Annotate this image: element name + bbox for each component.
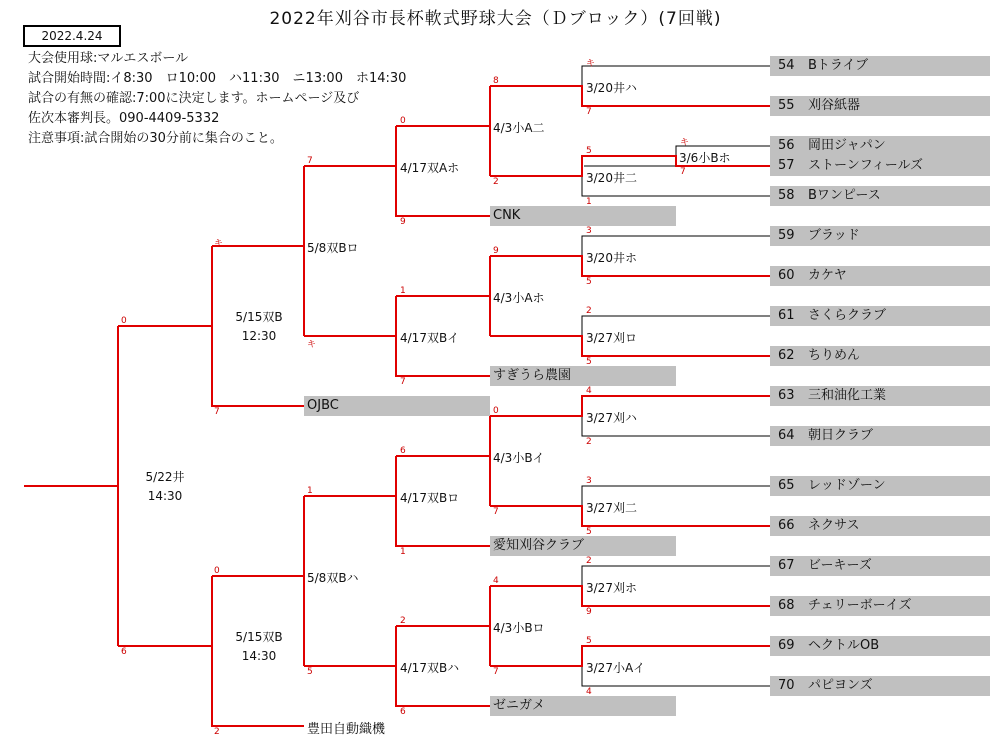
score: 4 [586,386,592,396]
score: 2 [493,177,499,187]
game-label: 4/17双Aホ [400,161,460,175]
score: 4 [586,687,592,697]
score: 7 [680,167,686,177]
team-row [770,426,990,446]
score: 3 [586,476,592,486]
game-label: 4/3小Bイ [493,451,545,465]
team-name: ヘクトルOB [808,638,880,653]
page-title: 2022年刈谷市長杯軟式野球大会（Ｄブロック）(7回戦) [269,9,722,29]
game-label: 5/8双Bロ [307,241,359,255]
team-number: 57 [778,158,795,173]
team-number: 63 [778,388,795,403]
score: 6 [121,647,127,657]
team-name: レッドゾーン [808,478,886,493]
score: 5 [307,667,313,677]
score: 1 [400,547,406,557]
team-row [770,676,990,696]
game-time: 14:30 [241,649,277,663]
score: 1 [400,286,406,296]
team-number: 64 [778,428,795,443]
team-number: 54 [778,58,795,73]
game-label: 5/22井 [145,470,185,484]
team-row [770,636,990,656]
team-number: 55 [778,98,795,113]
score: 3 [586,226,592,236]
score: 5 [586,527,592,537]
team-row [770,136,990,156]
note-ball: 大会使用球:マルエスボール [28,51,189,66]
team-number: 68 [778,598,795,613]
score: キ [680,138,690,148]
game-label: 5/15双B [235,310,283,324]
score: 7 [493,667,499,677]
game-label: 4/3小A二 [493,121,545,135]
score: 2 [586,556,592,566]
team-row [770,476,990,496]
game-label: 4/17双Bロ [400,491,460,505]
score: 4 [493,576,499,586]
team-name: ビーキーズ [808,558,872,573]
date-box: 2022.4.24 [23,25,121,47]
game-label: 3/27刈二 [586,501,637,515]
score: キ [586,59,596,69]
game-label: 4/3小Aホ [493,291,545,305]
team-name: 刈谷紙器 [808,98,861,113]
seeded-team: OJBC [304,396,490,416]
score: 1 [586,197,592,207]
game-label: 4/17双Bイ [400,331,460,345]
score: キ [307,340,317,350]
team-number: 58 [778,188,795,203]
team-number: 69 [778,638,795,653]
score: 2 [400,616,406,626]
team-number: 56 [778,138,795,153]
seeded-team: すぎうら農園 [490,366,676,386]
team-name: Bトライブ [808,58,869,73]
game-label: 4/17双Bハ [400,661,460,675]
team-row [770,386,990,406]
note-start-times: 試合開始時間:イ8:30 ロ10:00 ハ11:30 ニ13:00 ホ14:30 [28,71,407,86]
score: 0 [493,406,499,416]
team-number: 60 [778,268,795,283]
score: 7 [400,377,406,387]
score: 7 [214,407,220,417]
score: 0 [121,316,127,326]
team-number: 61 [778,308,795,323]
team-name: パピヨンズ [808,678,873,693]
game-label: 3/20井二 [586,171,637,185]
team-row [770,96,990,116]
score: 5 [586,636,592,646]
team-number: 66 [778,518,795,533]
team-number: 67 [778,558,795,573]
score: 9 [586,607,592,617]
team-row [770,156,990,176]
team-name: チェリーボーイズ [808,598,912,613]
score: 2 [586,306,592,316]
team-name: ストーンフィールズ [808,158,924,173]
team-name: 岡田ジャパン [808,138,886,153]
game-label: 3/20井ハ [586,81,637,95]
game-label: 5/8双Bハ [307,571,359,585]
score: 2 [586,437,592,447]
game-time: 14:30 [147,489,183,503]
team-row [770,556,990,576]
game-label: 3/27刈ロ [586,331,637,345]
team-row [770,226,990,246]
seeded-team: 愛知刈谷クラブ [490,536,676,556]
team-row [770,596,990,616]
score: 0 [214,566,220,576]
team-row [770,56,990,76]
team-row [770,186,990,206]
score: 0 [400,116,406,126]
score: 5 [586,146,592,156]
game-label: 5/15双B [235,630,283,644]
team-name: 三和油化工業 [808,388,887,403]
team-name: さくらクラブ [808,308,887,323]
team-name: ちりめん [808,348,861,363]
score: 2 [214,727,220,737]
score: 9 [493,246,499,256]
score: 7 [586,107,592,117]
team-number: 70 [778,678,795,693]
seeded-team: ゼニガメ [490,696,676,716]
note-confirmation: 試合の有無の確認:7:00に決定します。ホームページ及び [28,91,360,106]
score: 8 [493,76,499,86]
game-label: 3/6小Bホ [679,151,731,165]
team-number: 59 [778,228,795,243]
score: 5 [586,357,592,367]
seeded-team: CNK [490,206,676,226]
team-name: Bワンピース [808,188,881,203]
game-label: 3/20井ホ [586,251,637,265]
score: キ [214,239,224,249]
score: 6 [400,707,406,717]
team-row [770,516,990,536]
score: 6 [400,446,406,456]
team-name: 朝日クラブ [808,428,874,443]
team-name: ネクサス [808,518,860,533]
score: 7 [493,507,499,517]
team-number: 65 [778,478,795,493]
team-row [770,346,990,366]
team-name: ブラッド [808,228,860,243]
game-time: 12:30 [241,329,277,343]
note-caution: 注意事項:試合開始の30分前に集合のこと。 [28,131,283,146]
team-name: カケヤ [808,268,847,283]
score: 5 [586,277,592,287]
score: 1 [307,486,313,496]
game-label: 3/27刈ハ [586,411,637,425]
team-number: 62 [778,348,795,363]
score: 7 [307,156,313,166]
team-row [770,266,990,286]
note-referee: 佐次本審判長。090-4409-5332 [28,111,220,126]
score: 9 [400,217,406,227]
game-label: 3/27刈ホ [586,581,637,595]
seeded-team: 豊田自動織機 [307,722,386,737]
game-label: 3/27小Aイ [586,661,646,675]
team-row [770,306,990,326]
game-label: 4/3小Bロ [493,621,545,635]
